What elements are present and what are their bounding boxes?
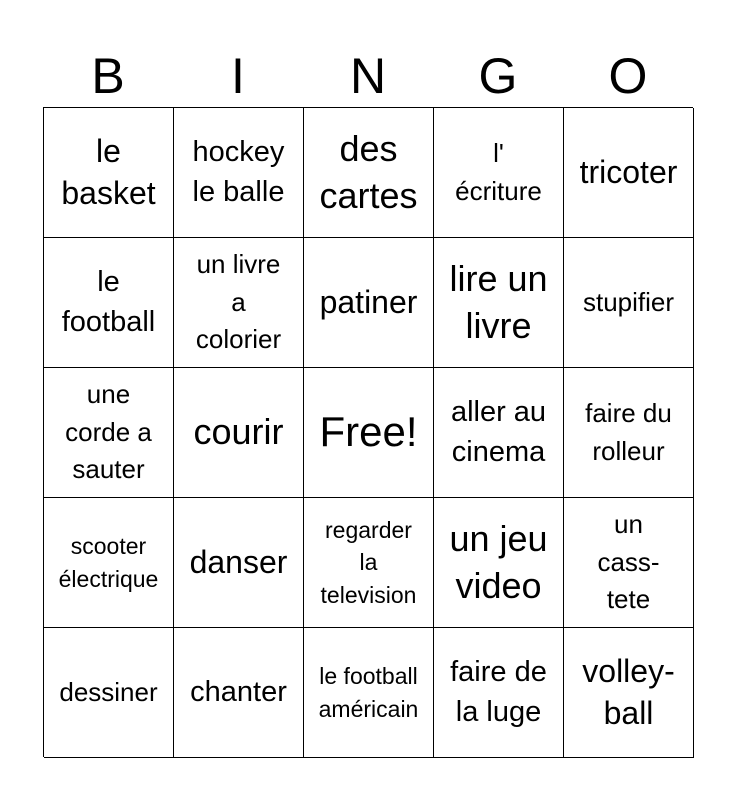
cell-label: des cartes — [319, 127, 418, 216]
cell-label: l' écriture — [455, 137, 542, 206]
bingo-cell[interactable] — [434, 498, 564, 628]
header-letter-g: G — [478, 48, 518, 104]
bingo-cell[interactable] — [304, 108, 434, 238]
bingo-cell[interactable] — [434, 368, 564, 498]
bingo-cell[interactable] — [44, 628, 174, 758]
bingo-cell[interactable] — [44, 368, 174, 498]
bingo-cell[interactable] — [44, 238, 174, 368]
cell-label: volley- ball — [582, 652, 675, 731]
bingo-cell-free[interactable] — [304, 368, 434, 498]
bingo-cell[interactable] — [174, 628, 304, 758]
bingo-cell[interactable] — [174, 108, 304, 238]
cell-label: le football américain — [318, 663, 419, 722]
bingo-cell[interactable] — [304, 628, 434, 758]
cell-label: le basket — [61, 132, 156, 211]
cell-label: faire de la luge — [450, 656, 547, 728]
cell-label: un cass- tete — [597, 508, 660, 615]
cell-label: le football — [61, 266, 156, 338]
bingo-cell[interactable] — [44, 108, 174, 238]
cell-label: tricoter — [579, 153, 678, 190]
cell-label: danser — [189, 543, 288, 580]
header-letter-i: I — [231, 48, 245, 104]
cell-label: un jeu video — [449, 517, 548, 606]
bingo-cell[interactable] — [174, 238, 304, 368]
bingo-header — [43, 44, 693, 108]
bingo-cell[interactable] — [564, 368, 694, 498]
cell-label: patiner — [319, 283, 418, 320]
cell-label: stupifier — [582, 286, 675, 317]
cell-label: lire un livre — [449, 257, 548, 346]
cell-label: un livre a colorier — [195, 248, 282, 355]
cell-label: regarder la television — [320, 517, 417, 608]
bingo-cell[interactable] — [44, 498, 174, 628]
cell-label: dessiner — [59, 676, 158, 707]
bingo-cell[interactable] — [434, 628, 564, 758]
bingo-cell[interactable] — [304, 238, 434, 368]
bingo-cell[interactable] — [434, 108, 564, 238]
cell-label: hockey le balle — [192, 136, 285, 208]
bingo-cell[interactable] — [564, 498, 694, 628]
header-letter-o: O — [608, 48, 648, 104]
bingo-cell[interactable] — [174, 368, 304, 498]
bingo-cell[interactable] — [174, 498, 304, 628]
header-letter-n: N — [349, 48, 387, 104]
bingo-grid — [43, 107, 693, 757]
bingo-cell[interactable] — [564, 108, 694, 238]
bingo-cell[interactable] — [564, 628, 694, 758]
cell-label: Free! — [319, 408, 418, 456]
cell-label: scooter électrique — [58, 533, 159, 592]
cell-label: courir — [193, 411, 284, 453]
bingo-cell[interactable] — [564, 238, 694, 368]
cell-label: une corde a sauter — [65, 378, 152, 485]
cell-label: faire du rolleur — [585, 397, 672, 466]
bingo-cell[interactable] — [304, 498, 434, 628]
bingo-cell[interactable] — [434, 238, 564, 368]
header-letter-b: B — [91, 48, 125, 104]
cell-label: aller au cinema — [450, 396, 547, 468]
cell-label: chanter — [190, 675, 287, 708]
